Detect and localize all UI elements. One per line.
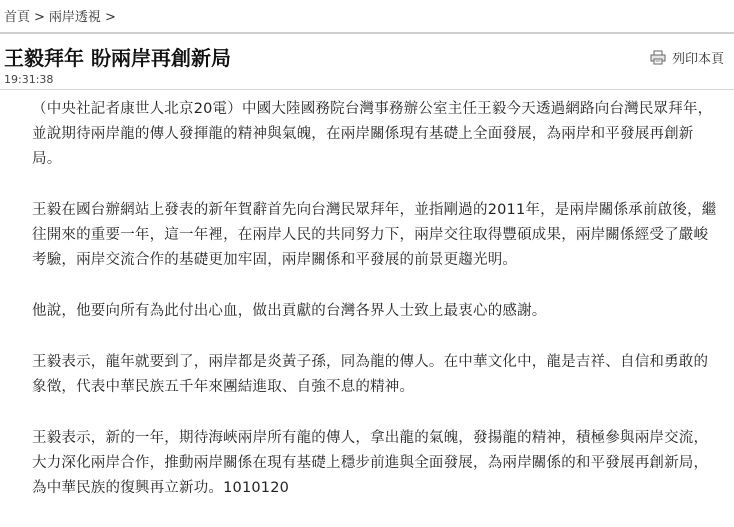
article-paragraph: 王毅在國台辦網站上發表的新年賀辭首先向台灣民眾拜年，並指剛過的2011年，是兩岸關係承前啟後，繼往開來的重要一年，這一年裡，在兩岸人民的共同努力下，兩岸交往取得豐碩成果，兩岸關係經受了嚴峻考驗，兩岸交流合作的基礎更加牢固，兩岸關係和平發展的前景更趨光明。 [32, 202, 717, 268]
header-divider [0, 32, 734, 34]
article-body [32, 97, 722, 527]
printer-icon [650, 50, 666, 65]
breadcrumb-separator: > [104, 10, 116, 25]
breadcrumb-home-link[interactable]: 首頁 [4, 10, 31, 25]
article-paragraph: （中央社記者康世人北京20電）中國大陸國務院台灣事務辦公室主任王毅今天透過網路向台灣民眾拜年，並說期待兩岸龍的傳人發揮龍的精神與氣魄，在兩岸關係現有基礎上全面發展，為兩岸和平發展再創新局。 [32, 101, 713, 167]
breadcrumb-separator: > [34, 10, 45, 25]
breadcrumb-section-link[interactable]: 兩岸透視 [48, 10, 101, 25]
print-button[interactable] [650, 48, 724, 67]
article-paragraph: 王毅表示，新的一年，期待海峽兩岸所有龍的傳人，拿出龍的氣魄，發揚龍的精神，積極參與兩岸交流，大力深化兩岸合作，推動兩岸關係在現有基礎上穩步前進與全面發展，為兩岸關係的和平發展再創新局，為中華民族的復興再立新功。1010120 [32, 430, 709, 496]
article-paragraph: 王毅表示，龍年就要到了，兩岸都是炎黃子孫，同為龍的傳人。在中華文化中，龍是吉祥、自信和勇敢的象徵，代表中華民族五千年來團結進取、自強不息的精神。 [32, 354, 709, 395]
article-paragraph: 他說，他要向所有為此付出心血，做出貢獻的台灣各界人士致上最衷心的感謝。 [32, 303, 547, 319]
breadcrumb [4, 6, 120, 25]
publish-time: 19:31:38 [4, 73, 54, 86]
print-label: 列印本頁 [671, 52, 724, 67]
title-divider [0, 89, 734, 90]
page-title: 王毅拜年 盼兩岸再創新局 [4, 46, 231, 70]
